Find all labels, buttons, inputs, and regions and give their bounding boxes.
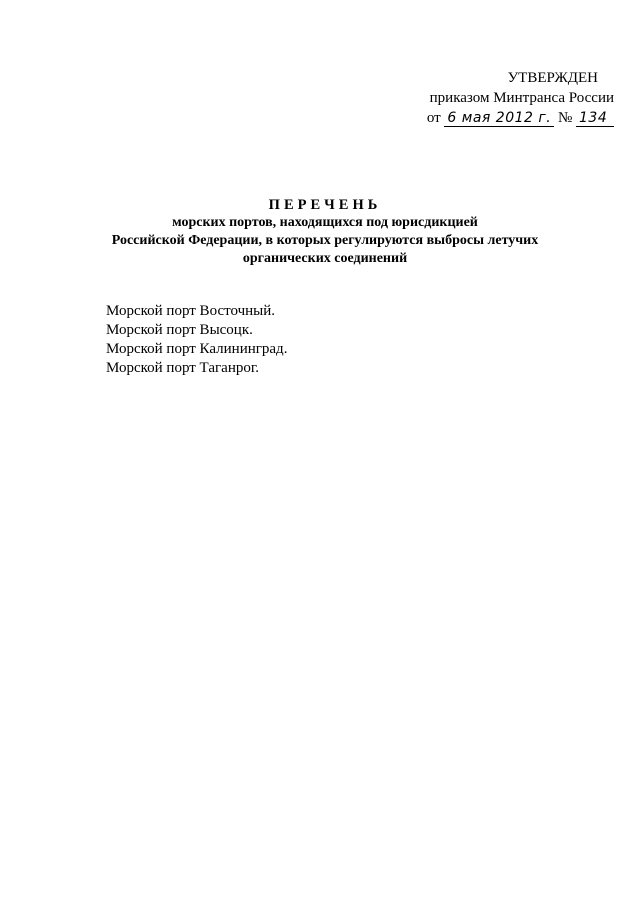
list-item: Морской порт Таганрог.: [106, 360, 260, 376]
handwritten-date: 6 мая 2012 г.: [444, 110, 554, 127]
title-block: [60, 196, 590, 268]
document-heading: ПЕРЕЧЕНЬ: [268, 197, 382, 213]
ports-list: [106, 302, 287, 378]
title-line-3: органических соединений: [242, 251, 408, 266]
date-prefix: от: [426, 110, 441, 126]
list-item: Морской порт Высоцк.: [106, 322, 253, 338]
number-prefix: №: [557, 110, 573, 126]
title-line-2: Российской Федерации, в которых регулируются выбросы летучих: [111, 233, 539, 248]
approval-order-line: приказом Минтранса России: [429, 90, 614, 106]
handwritten-number: 134: [576, 110, 614, 127]
approved-stamp-text: УТВЕРЖДЕН: [507, 70, 598, 86]
approval-block: [414, 68, 614, 128]
list-item: Морской порт Калининград.: [106, 341, 288, 357]
approval-date-line: [414, 108, 614, 128]
list-item: Морской порт Восточный.: [106, 303, 275, 319]
title-line-1: морских портов, находящихся под юрисдикцией: [172, 215, 478, 230]
